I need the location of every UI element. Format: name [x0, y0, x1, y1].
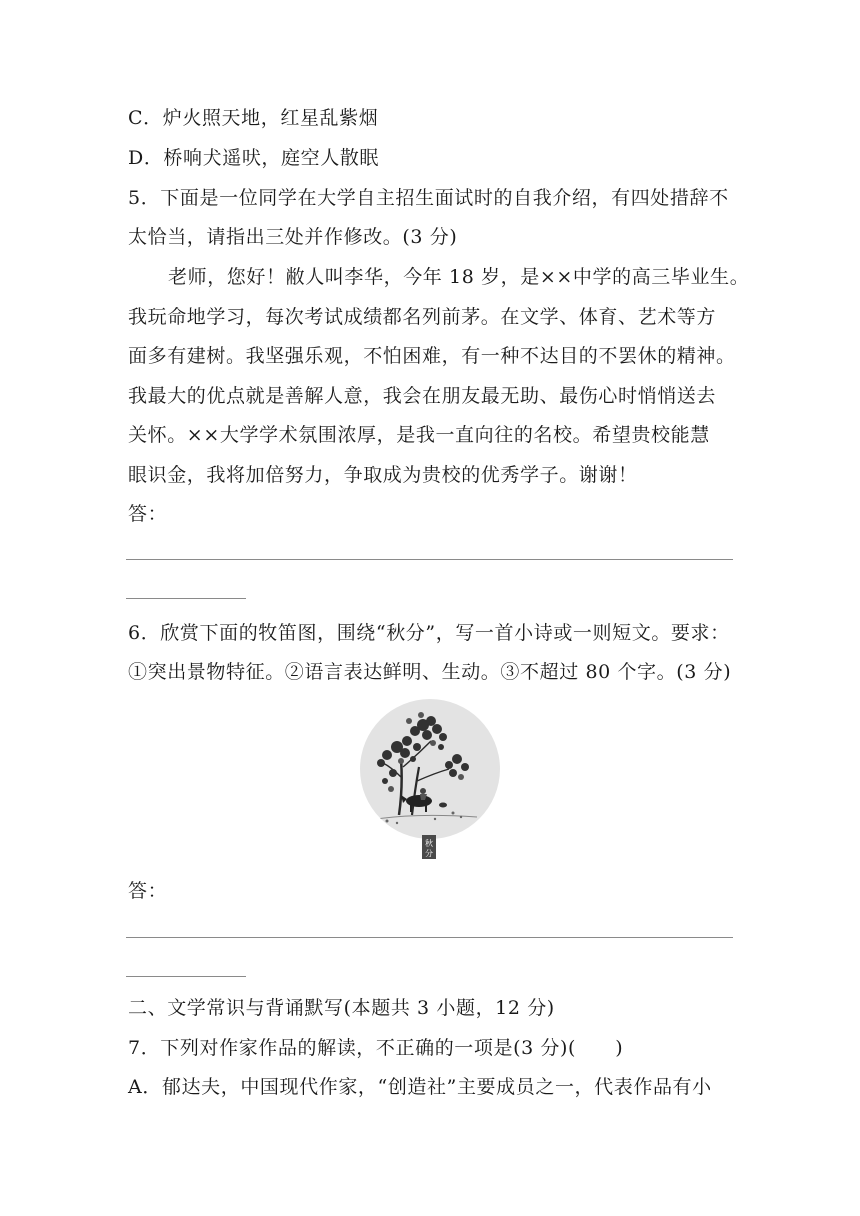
option-c: C．炉火照天地，红星乱紫烟 [128, 107, 379, 129]
question-5-line-1: 5．下面是一位同学在大学自主招生面试时的自我介绍，有四处措辞不 [128, 187, 729, 209]
svg-text:秋: 秋 [425, 839, 433, 848]
question-6-line-2: ①突出景物特征。②语言表达鲜明、生动。③不超过 80 个字。(3 分) [128, 661, 732, 683]
option-a: A．郁达夫，中国现代作家，“创造社”主要成员之一，代表作品有小 [128, 1076, 712, 1098]
passage-line-1: 老师，您好！敝人叫李华，今年 18 岁，是××中学的高三毕业生。 [168, 266, 750, 288]
question-5-line-2: 太恰当，请指出三处并作修改。(3 分) [128, 226, 458, 248]
passage-line-3: 面多有建树。我坚强乐观，不怕困难，有一种不达目的不罢休的精神。 [128, 345, 736, 367]
svg-text:分: 分 [425, 849, 433, 858]
answer-rule-6a [126, 937, 733, 938]
answer-label-6: 答： [128, 880, 168, 902]
passage-line-2: 我玩命地学习，每次考试成绩都名列前茅。在文学、体育、艺术等方 [128, 306, 717, 328]
section-2-heading: 二、文学常识与背诵默写(本题共 3 小题，12 分) [128, 997, 555, 1019]
answer-label-5: 答： [128, 503, 168, 525]
question-7: 7．下列对作家作品的解读，不正确的一项是(3 分)( ) [128, 1037, 624, 1059]
passage-line-5: 关怀。××大学学术氛围浓厚，是我一直向往的名校。希望贵校能慧 [128, 424, 710, 446]
answer-rule-5a [126, 559, 733, 560]
answer-rule-6b [126, 976, 246, 977]
passage-line-6: 眼识金，我将加倍努力，争取成为贵校的优秀学子。谢谢！ [128, 464, 638, 486]
autumn-equinox-illustration [357, 697, 503, 863]
option-d: D．桥响犬遥吠，庭空人散眠 [128, 147, 380, 169]
passage-line-4: 我最大的优点就是善解人意，我会在朋友最无助、最伤心时悄悄送去 [128, 385, 717, 407]
answer-rule-5b [126, 598, 246, 599]
question-6-line-1: 6．欣赏下面的牧笛图，围绕“秋分”，写一首小诗或一则短文。要求： [128, 622, 730, 644]
